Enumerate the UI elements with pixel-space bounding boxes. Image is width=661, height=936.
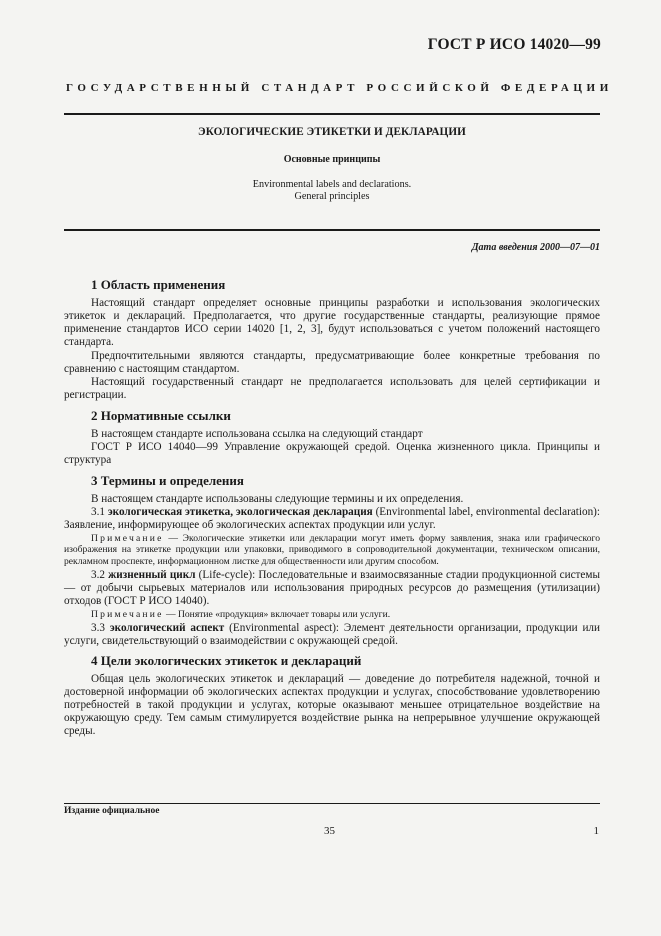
paragraph: Настоящий стандарт определяет основные принципы разработки и использования экологических этикеток и деклараций. Предполагается, что другие государственные стандарты, реализующие прямое применение стандартов ИСО серии 14020 [1, 2, 3], будут использоваться с учетом положений настоящего стандарта.: [64, 297, 600, 348]
state-standard-title: ГОСУДАРСТВЕННЫЙ СТАНДАРТ РОССИЙСКОЙ ФЕДЕРАЦИИ: [66, 82, 613, 94]
official-edition-label: Издание официальное: [64, 806, 160, 816]
note-label: Примечание: [91, 532, 164, 544]
term-name: жизненный цикл: [108, 569, 196, 582]
paragraph: Настоящий государственный стандарт не предполагается использовать для целей сертификации и регистрации.: [64, 376, 600, 402]
term-number: 3.1: [91, 505, 105, 518]
english-title-line-2: General principles: [294, 191, 370, 202]
paragraph: Общая цель экологических этикеток и деклараций — доведение до потребителя надежной, точной и достоверной информации об экологических аспектах продукции и услугах, способствование удовлетворению потребностей в такой продукции и услугах, которые оказывают меньшее отрицательное воздействие на окружающую среду. Тем самым стимулируется воздействие рынка на непрерывное улучшение окружающей среды.: [64, 673, 600, 738]
term-definition: [64, 569, 600, 608]
term-definition: [64, 622, 600, 648]
paragraph: В настоящем стандарте использованы следующие термины и их определения.: [91, 492, 464, 505]
section-heading: 4 Цели экологических этикеток и деклараций: [91, 653, 362, 669]
term-definition: [64, 506, 600, 532]
note-text: — Экологические этикетки или декларации могут иметь форму заявления, знака или графического изображения на этикетке продукции или упаковки, приводимого в сопроводительной документации, техническом описании, рекламном проспекте, информационном листке для общественности или другим способом.: [64, 532, 600, 568]
section-scope: [64, 277, 600, 402]
note-label: Примечание: [91, 608, 164, 620]
document-body: [64, 277, 600, 744]
term-number: 3.2: [91, 569, 105, 582]
section-terms: [64, 473, 600, 647]
paragraph: В настоящем стандарте использована ссылка на следующий стандарт: [91, 428, 423, 441]
english-title-line-1: Environmental labels and declarations.: [252, 179, 412, 190]
paragraph: ГОСТ Р ИСО 14040—99 Управление окружающей средой. Оценка жизненного цикла. Принципы и структура: [64, 441, 600, 467]
term-text: (Environmental aspect): Элемент деятельности организации, продукции или услуги, свидетельствующий о взаимодействии с окружающей средой.: [64, 621, 601, 647]
section-heading: 1 Область применения: [91, 277, 226, 292]
term-name: экологическая этикетка, экологическая декларация: [107, 505, 373, 518]
sheet-number: 1: [593, 825, 599, 837]
title-divider: [64, 229, 600, 231]
term-text: (Life-cycle): Последовательные и взаимосвязанные стадии продукционной системы — от добычи сырьевых материалов или использования природных ресурсов до размещения (утилизации) отходов (ГОСТ Р ИСО 14040).: [64, 569, 600, 607]
standard-title: ЭКОЛОГИЧЕСКИЕ ЭТИКЕТКИ И ДЕКЛАРАЦИИ: [198, 126, 466, 138]
standard-subtitle: Основные принципы: [283, 154, 381, 165]
paragraph: Предпочтительными являются стандарты, предусматривающие более конкретные требования по сравнению с настоящим стандартом.: [64, 349, 600, 375]
note: [64, 609, 600, 621]
term-number: 3.3: [91, 621, 105, 634]
term-text: (Environmental label, environmental declaration): Заявление, информирующее об экологических аспектах продукции или услуг.: [64, 505, 601, 531]
footer-divider: [64, 803, 600, 804]
section-normative-references: [64, 408, 600, 467]
page-number: 35: [324, 825, 335, 837]
top-divider: [64, 113, 600, 115]
document-code: ГОСТ Р ИСО 14020—99: [427, 36, 601, 53]
section-heading: 3 Термины и определения: [91, 472, 244, 488]
section-purposes: [64, 653, 600, 738]
introduction-date: Дата введения 2000—07—01: [471, 242, 600, 253]
english-title: [64, 179, 600, 203]
section-heading: 2 Нормативные ссылки: [91, 408, 231, 424]
term-name: экологический аспект: [109, 621, 225, 634]
note: [64, 533, 600, 568]
note-text: — Понятие «продукция» включает товары или услуги.: [165, 608, 391, 620]
